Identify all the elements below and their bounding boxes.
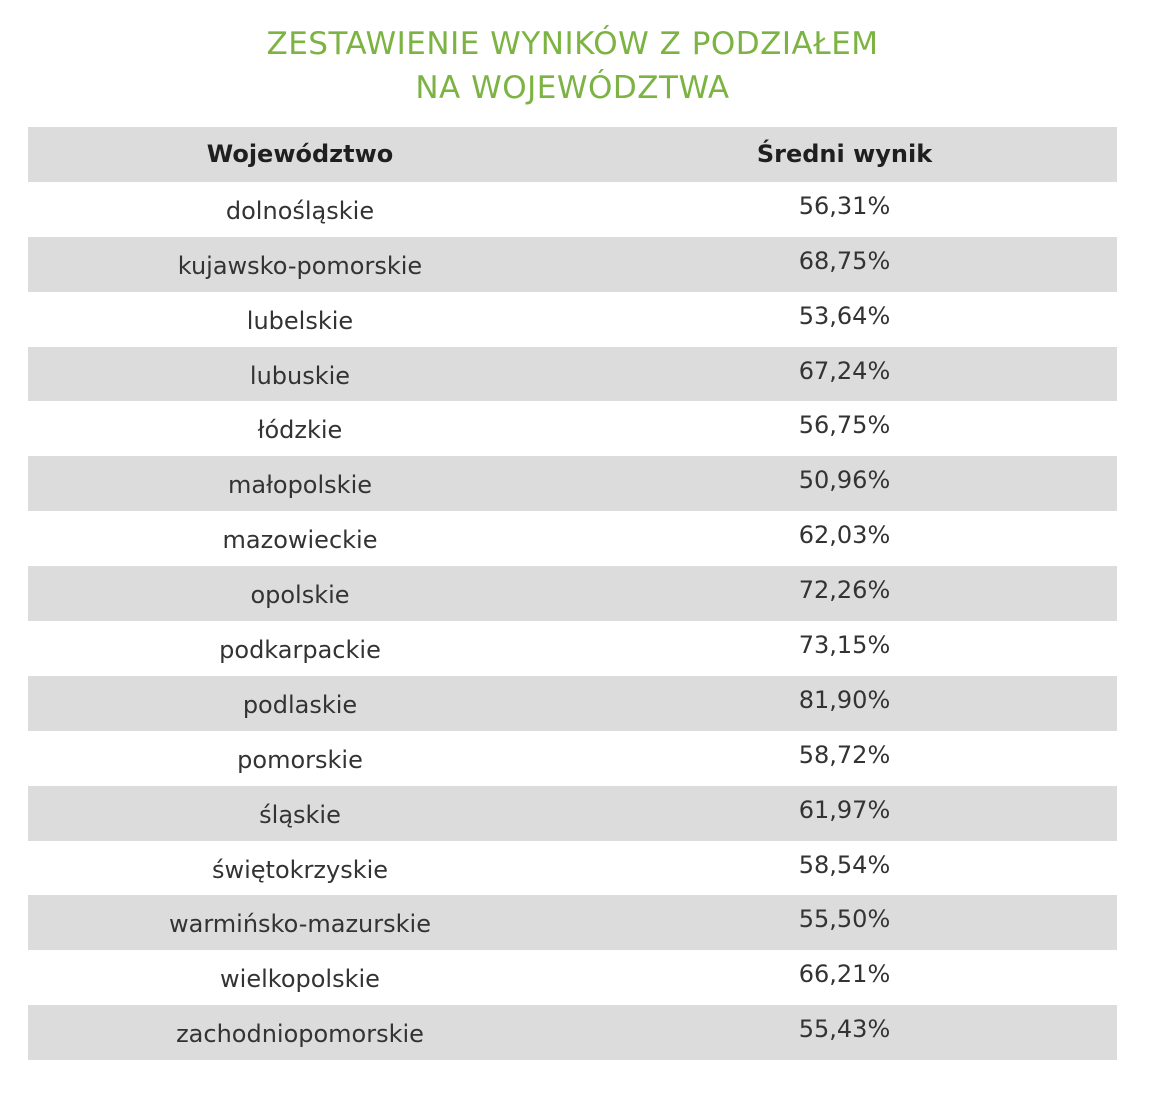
table-row xyxy=(28,456,1117,511)
voivodeship-name: małopolskie xyxy=(227,471,372,500)
average-score: 67,24% xyxy=(798,356,891,385)
voivodeship-name: pomorskie xyxy=(237,745,363,774)
results-table xyxy=(28,127,1117,1060)
average-score: 81,90% xyxy=(798,685,891,714)
table-row xyxy=(28,1005,1117,1060)
average-score: 55,50% xyxy=(798,905,891,934)
voivodeship-name: zachodniopomorskie xyxy=(176,1020,424,1049)
table-row xyxy=(28,511,1117,566)
average-score: 58,72% xyxy=(798,740,891,769)
voivodeship-name: mazowieckie xyxy=(222,526,378,555)
average-score: 68,75% xyxy=(798,246,891,275)
average-score: 61,97% xyxy=(798,795,891,824)
table-row xyxy=(28,786,1117,841)
average-score: 53,64% xyxy=(798,301,891,330)
title-line-2: NA WOJEWÓDZTWA xyxy=(415,70,730,106)
average-score: 73,15% xyxy=(798,630,891,659)
table-row xyxy=(28,237,1117,292)
table-row xyxy=(28,731,1117,786)
title-line-1: ZESTAWIENIE WYNIKÓW Z PODZIAŁEM xyxy=(266,26,879,62)
average-score: 62,03% xyxy=(798,521,891,550)
table-row xyxy=(28,676,1117,731)
voivodeship-name: podkarpackie xyxy=(219,635,381,664)
table-row xyxy=(28,347,1117,402)
voivodeship-name: śląskie xyxy=(259,800,341,829)
column-header-average-score: Średni wynik xyxy=(756,140,933,169)
average-score: 72,26% xyxy=(798,576,891,605)
table-row xyxy=(28,895,1117,950)
column-header-voivodeship: Województwo xyxy=(206,140,394,169)
voivodeship-name: podlaskie xyxy=(242,690,358,719)
average-score: 56,75% xyxy=(798,411,891,440)
voivodeship-name: wielkopolskie xyxy=(220,965,380,994)
voivodeship-name: świętokrzyskie xyxy=(211,855,389,884)
table-row xyxy=(28,566,1117,621)
page-title xyxy=(0,22,1145,110)
voivodeship-name: kujawsko-pomorskie xyxy=(177,251,423,280)
voivodeship-name: łódzkie xyxy=(257,416,343,445)
voivodeship-name: dolnośląskie xyxy=(225,196,375,225)
table-row xyxy=(28,292,1117,347)
table-row xyxy=(28,621,1117,676)
voivodeship-name: warmińsko-mazurskie xyxy=(169,910,431,939)
voivodeship-name: opolskie xyxy=(250,581,350,610)
average-score: 56,31% xyxy=(798,191,891,220)
table-row xyxy=(28,182,1117,237)
table-header-row xyxy=(28,127,1117,182)
average-score: 66,21% xyxy=(798,960,891,989)
voivodeship-name: lubelskie xyxy=(246,306,354,335)
table-row xyxy=(28,401,1117,456)
average-score: 58,54% xyxy=(798,850,891,879)
table-row xyxy=(28,950,1117,1005)
average-score: 50,96% xyxy=(798,466,891,495)
table-row xyxy=(28,841,1117,896)
average-score: 55,43% xyxy=(798,1015,891,1044)
voivodeship-name: lubuskie xyxy=(249,361,351,390)
